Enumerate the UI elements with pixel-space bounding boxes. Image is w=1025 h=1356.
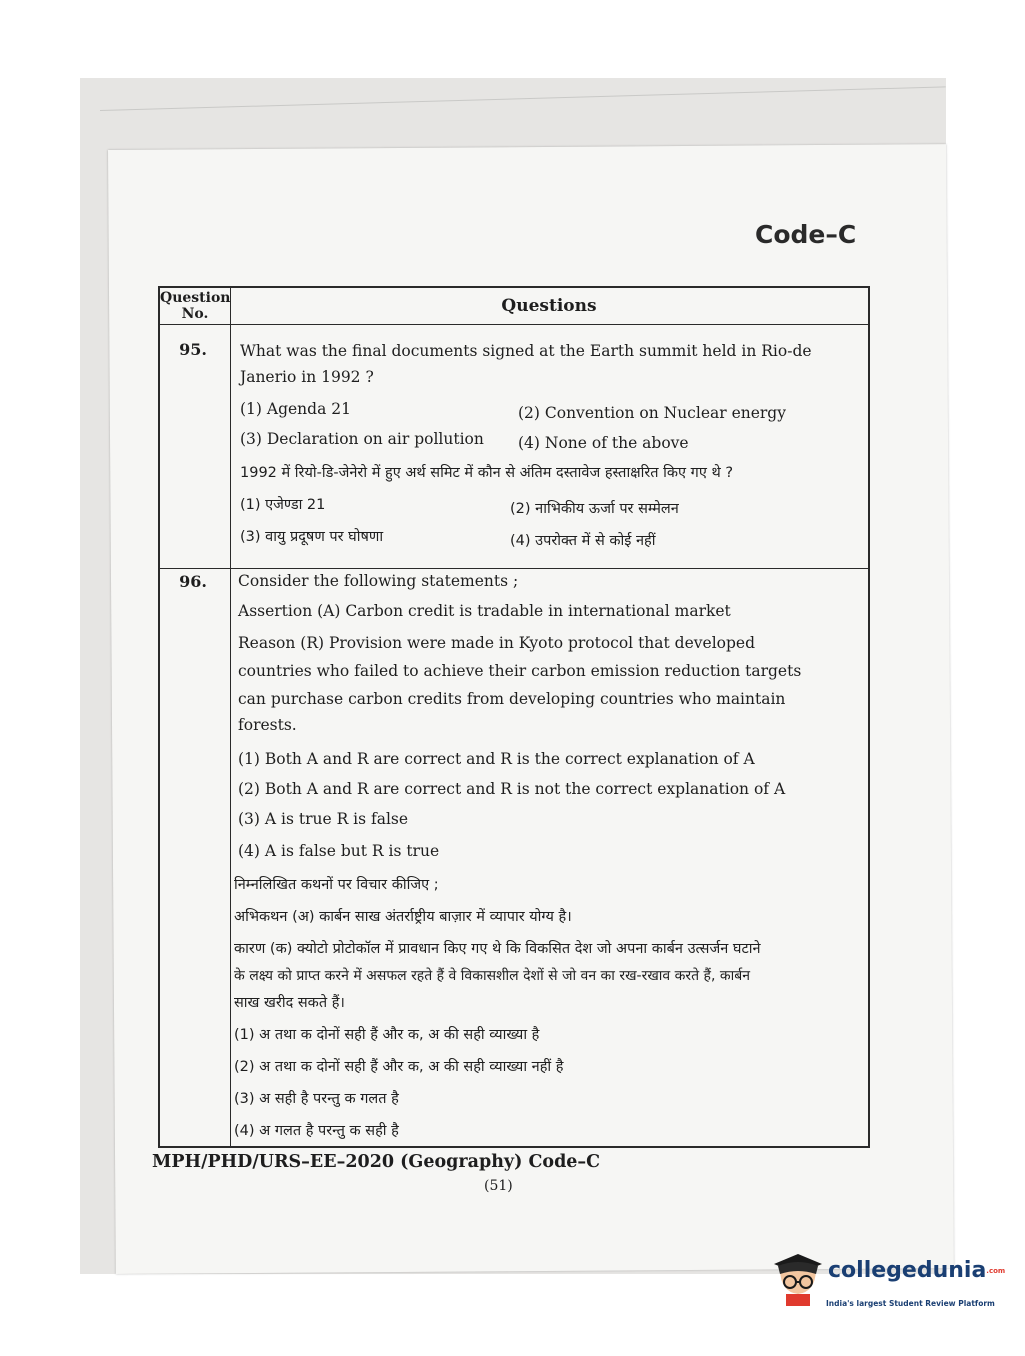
option-1: (1) Both A and R are correct and R is the correct explanation of A xyxy=(238,750,755,768)
column-divider xyxy=(230,288,231,1146)
column-header-question-no: Question No. xyxy=(160,290,231,322)
column-header-questions: Questions xyxy=(501,296,597,316)
assertion-text: Assertion (A) Carbon credit is tradable in international market xyxy=(238,602,731,620)
option-3: (3) Declaration on air pollution xyxy=(240,430,484,448)
question-text: Consider the following statements ; xyxy=(238,572,519,590)
logo-wordmark: collegedunia.com xyxy=(828,1258,1006,1283)
option-3: (3) A is true R is false xyxy=(238,810,409,828)
row-divider xyxy=(160,568,868,569)
reason-text: countries who failed to achieve their carbon emission reduction targets xyxy=(238,662,802,680)
option-2: (2) Convention on Nuclear energy xyxy=(518,404,786,422)
reason-text: can purchase carbon credits from developing countries who maintain xyxy=(238,690,786,708)
reason-text: forests. xyxy=(238,716,297,734)
option-1-hindi: (1) अ तथा क दोनों सही हैं और क, अ की सही व्याख्या है xyxy=(234,1027,540,1043)
question-text-hindi: 1992 में रियो-डि-जेनेरो में हुए अर्थ समिट में कौन से अंतिम दस्तावेज हस्ताक्षरित किए गए थे ? xyxy=(240,465,734,481)
question-number: 95. xyxy=(179,340,207,359)
question-text-hindi: निम्नलिखित कथनों पर विचार कीजिए ; xyxy=(234,877,439,893)
header-divider xyxy=(160,324,868,325)
option-4-hindi: (4) अ गलत है परन्तु क सही है xyxy=(234,1123,399,1139)
graduate-mascot-icon xyxy=(768,1248,824,1308)
collegedunia-logo[interactable] xyxy=(768,1244,1006,1314)
question-text: What was the final documents signed at the Earth summit held in Rio-de xyxy=(240,342,812,360)
option-1: (1) Agenda 21 xyxy=(240,400,351,418)
reason-text: Reason (R) Provision were made in Kyoto protocol that developed xyxy=(238,634,756,652)
question-number: 96. xyxy=(179,572,207,591)
option-3-hindi: (3) अ सही है परन्तु क गलत है xyxy=(234,1091,399,1107)
option-1-hindi: (1) एजेण्डा 21 xyxy=(240,497,326,513)
reason-text-hindi: कारण (क) क्योटो प्रोटोकॉल में प्रावधान किए गए थे कि विकसित देश जो अपना कार्बन उत्सर्जन घटाने xyxy=(234,941,761,957)
reason-text-hindi: के लक्ष्य को प्राप्त करने में असफल रहते हैं वे विकासशील देशों से जो वन का रख-रखाव करते हैं, कार्बन xyxy=(234,968,751,984)
question-text: Janerio in 1992 ? xyxy=(240,368,374,386)
assertion-text-hindi: अभिकथन (अ) कार्बन साख अंतर्राष्ट्रीय बाज़ार में व्यापार योग्य है। xyxy=(234,909,572,925)
option-3-hindi: (3) वायु प्रदूषण पर घोषणा xyxy=(240,529,384,545)
option-2-hindi: (2) नाभिकीय ऊर्जा पर सम्मेलन xyxy=(510,501,679,517)
reason-text-hindi: साख खरीद सकते हैं। xyxy=(234,995,345,1011)
option-4: (4) None of the above xyxy=(518,434,689,452)
code-header: Code–C xyxy=(755,220,857,249)
question-table xyxy=(158,286,870,1148)
footer-code: MPH/PHD/URS–EE–2020 (Geography) Code–C xyxy=(152,1152,601,1172)
page-number: (51) xyxy=(484,1178,513,1194)
option-2: (2) Both A and R are correct and R is not the correct explanation of A xyxy=(238,780,786,798)
logo-tagline: India's largest Student Review Platform xyxy=(826,1299,995,1308)
option-2-hindi: (2) अ तथा क दोनों सही हैं और क, अ की सही व्याख्या नहीं है xyxy=(234,1059,564,1075)
option-4-hindi: (4) उपरोक्त में से कोई नहीं xyxy=(510,533,656,549)
option-4: (4) A is false but R is true xyxy=(238,842,440,860)
